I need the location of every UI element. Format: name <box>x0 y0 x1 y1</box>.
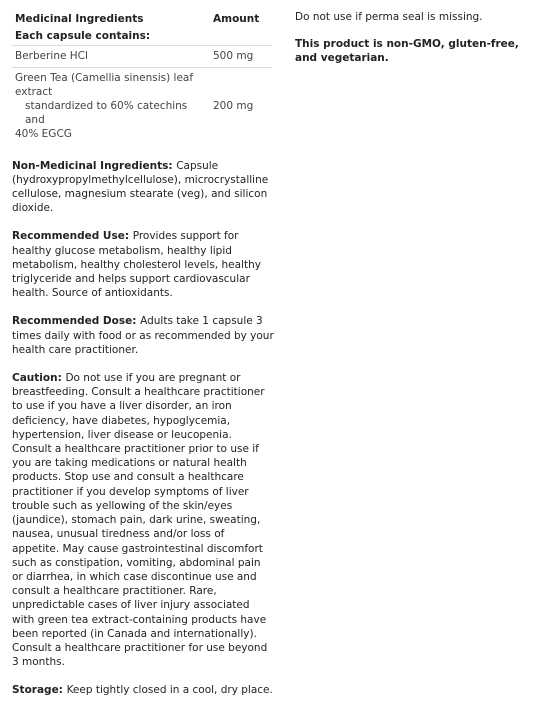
ingredient-column-header: Medicinal Ingredients <box>15 13 144 25</box>
recommended-use-text: Provides support for healthy glucose metabolism, healthy lipid metabolism, healthy cholesterol levels, healthy triglyceride and helps support cardiovascular health. Source of antioxidants. <box>12 230 261 300</box>
product-notes-column <box>295 10 527 79</box>
caution-text: Do not use if you are pregnant or breastfeeding. Consult a healthcare practitioner to use if you have a liver disorder, an iron deficiency, have diabetes, hypoglycemia, hypertension, liver disease or leucopenia. Consult a healthcare practitioner prior to use if you are taking medications or natural health products. Stop use and consult a healthcare practitioner if you develop symptoms of liver trouble such as yellowing of the skin/eyes (jaundice), stomach pain, dark urine, sweating, nausea, unusual tiredness and/or loss of appetite. May cause gastrointestinal discomfort such as constipation, vomiting, abdominal pain or diarrhea, in which case discontinue use and consult a healthcare practitioner. Rare, unpredictable cases of liver injury associated with green tea extract-containing products have been reported (in Canada and internationally). Consult a healthcare practitioner for use beyond 3 months. <box>12 372 268 669</box>
storage-label: Storage: <box>12 684 67 697</box>
product-claim: This product is non-GMO, gluten-free, and vegetarian. <box>295 38 519 65</box>
storage-section <box>12 683 274 697</box>
recommended-dose-label: Recommended Dose: <box>12 315 141 328</box>
ingredient-amount: 500 mg <box>205 46 272 67</box>
product-details-column <box>12 10 274 712</box>
amount-column-header: Amount <box>213 13 260 25</box>
non-medicinal-text: Capsule (hydroxypropylmethylcellulose), microcrystalline cellulose, magnesium stearate (veg), and silicon dioxide. <box>12 159 269 215</box>
recommended-dose-section <box>12 314 274 357</box>
storage-text: Keep tightly closed in a cool, dry place. <box>66 684 273 697</box>
table-header-row <box>12 10 272 27</box>
recommended-dose-text: Adults take 1 capsule 3 times daily with food or as recommended by your health care practitioner. <box>12 315 274 356</box>
ingredient-amount: 200 mg <box>205 67 272 145</box>
ingredient-name-cell <box>12 67 205 145</box>
non-medicinal-label: Non-Medicinal Ingredients: <box>12 159 177 172</box>
table-subheader-row <box>12 27 272 46</box>
recommended-use-section <box>12 229 274 300</box>
ingredient-name: Berberine HCl <box>12 46 205 67</box>
capsule-contains-label: Each capsule contains: <box>15 30 151 43</box>
ingredient-standardization-tail: 40% EGCG <box>15 128 72 141</box>
seal-warning: Do not use if perma seal is missing. <box>295 11 483 23</box>
caution-label: Caution: <box>12 372 66 385</box>
non-medicinal-ingredients-section <box>12 159 274 216</box>
table-row <box>12 46 272 67</box>
ingredient-standardization: standardized to 60% catechins and <box>25 100 188 127</box>
table-row <box>12 67 272 145</box>
recommended-use-label: Recommended Use: <box>12 230 133 243</box>
caution-section <box>12 371 274 669</box>
medicinal-ingredients-table <box>12 10 272 145</box>
ingredient-name: Green Tea (Camellia sinensis) leaf extract <box>15 71 194 98</box>
